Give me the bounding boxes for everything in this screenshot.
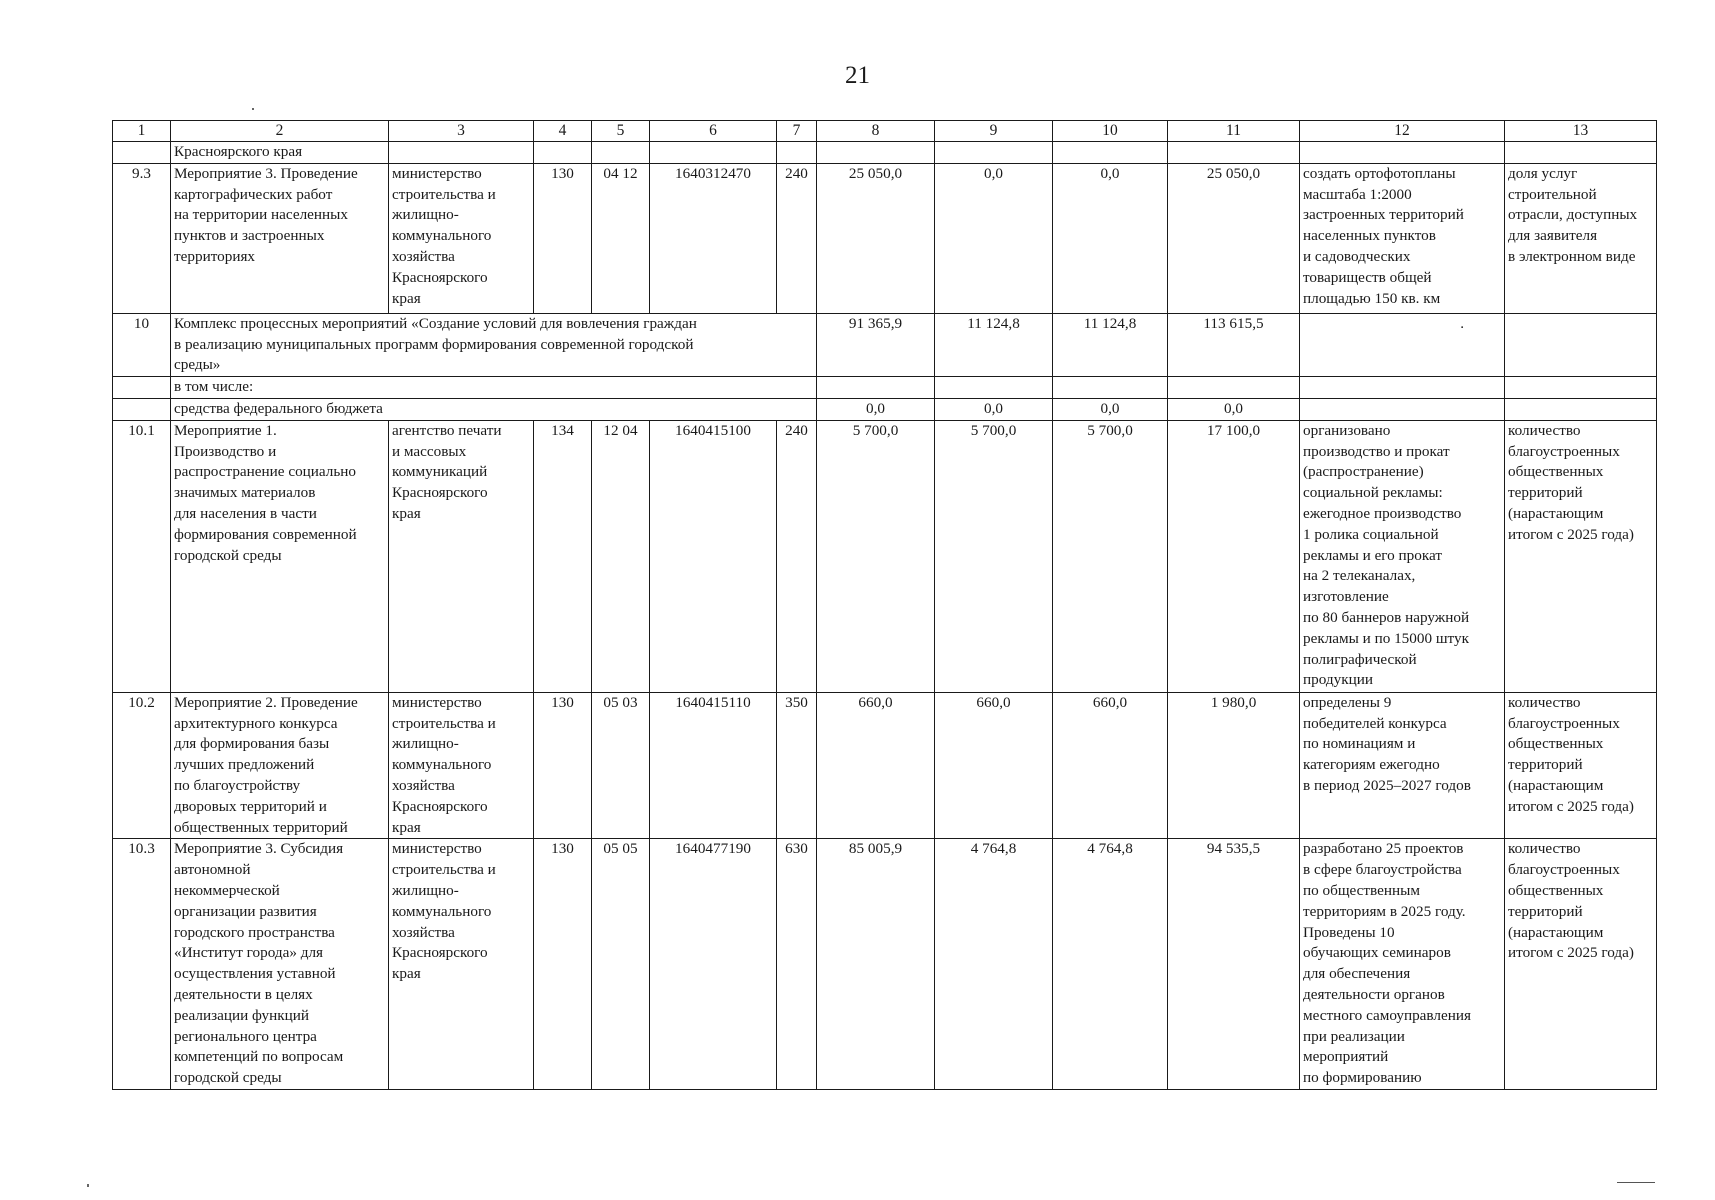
vr-code: 240 <box>777 420 817 692</box>
row-number: 9.3 <box>113 163 171 313</box>
activity-name: Мероприятие 1. Производство и распространение социально значимых материалов для населения в части формирования современной городской среды <box>171 420 389 692</box>
csr-code: 1640477190 <box>650 839 777 1090</box>
amount-total: 17 100,0 <box>1168 420 1300 692</box>
executor: агентство печати и массовых коммуникаций Красноярского края <box>389 420 534 692</box>
amount-year-2: 11 124,8 <box>935 313 1053 376</box>
column-number: 5 <box>592 121 650 142</box>
csr-code: 1640415110 <box>650 692 777 839</box>
executor: министерство строительства и жилищно- коммунального хозяйства Красноярского края <box>389 692 534 839</box>
rzpr-code: 05 03 <box>592 692 650 839</box>
indicator: доля услуг строительной отрасли, доступных для заявителя в электронном виде <box>1505 163 1657 313</box>
amount-year-1: 660,0 <box>817 692 935 839</box>
complex-name: Комплекс процессных мероприятий «Создание условий для вовлечения граждан в реализацию муниципальных программ формирования современной городской среды» <box>171 313 817 376</box>
amount-year-2: 0,0 <box>935 163 1053 313</box>
scan-artifact <box>252 108 254 110</box>
table-row <box>113 839 1657 1090</box>
column-number: 13 <box>1505 121 1657 142</box>
grbs-code: 134 <box>534 420 592 692</box>
activity-name: Мероприятие 2. Проведение архитектурного конкурса для формирования базы лучших предложений по благоустройству дворовых территорий и общественных территорий <box>171 692 389 839</box>
amount-year-1: 85 005,9 <box>817 839 935 1090</box>
table-row <box>113 692 1657 839</box>
column-number: 12 <box>1300 121 1505 142</box>
table-row <box>113 420 1657 692</box>
grbs-code: 130 <box>534 163 592 313</box>
program-activities-table <box>112 120 1657 1090</box>
rzpr-code: 05 05 <box>592 839 650 1090</box>
column-number: 11 <box>1168 121 1300 142</box>
amount-year-1: 91 365,9 <box>817 313 935 376</box>
executor: министерство строительства и жилищно- коммунального хозяйства Красноярского края <box>389 163 534 313</box>
csr-code: 1640312470 <box>650 163 777 313</box>
scan-artifact <box>87 1184 89 1187</box>
amount-year-3: 660,0 <box>1053 692 1168 839</box>
activity-name: Мероприятие 3. Субсидия автономной некоммерческой организации развития городского пространства «Институт города» для осуществления уставной деятельности в целях реализации функций регионального центра компетенций по вопросам городской среды <box>171 839 389 1090</box>
amount-year-3: 0,0 <box>1053 163 1168 313</box>
cell-text: Красноярского края <box>171 142 389 164</box>
amount-year-1: 25 050,0 <box>817 163 935 313</box>
column-number: 2 <box>171 121 389 142</box>
column-number: 4 <box>534 121 592 142</box>
rzpr-code: 04 12 <box>592 163 650 313</box>
table-row <box>113 163 1657 313</box>
funding-source-label: средства федерального бюджета <box>171 398 817 420</box>
page-footer-mark <box>1617 1182 1655 1183</box>
column-number: 3 <box>389 121 534 142</box>
amount-year-2: 0,0 <box>935 398 1053 420</box>
amount-year-3: 11 124,8 <box>1053 313 1168 376</box>
vr-code: 350 <box>777 692 817 839</box>
amount-year-2: 660,0 <box>935 692 1053 839</box>
amount-total: 1 980,0 <box>1168 692 1300 839</box>
indicator: количество благоустроенных общественных территорий (нарастающим итогом с 2025 года) <box>1505 420 1657 692</box>
amount-total: 94 535,5 <box>1168 839 1300 1090</box>
row-number: 10.3 <box>113 839 171 1090</box>
column-number: 7 <box>777 121 817 142</box>
expected-result: создать ортофотопланы масштаба 1:2000 застроенных территорий населенных пунктов и садоводческих товариществ общей площадью 150 кв. км <box>1300 163 1505 313</box>
expected-result: определены 9 победителей конкурса по номинациям и категориям ежегодно в период 2025–2027 годов <box>1300 692 1505 839</box>
column-number: 9 <box>935 121 1053 142</box>
expected-result: разработано 25 проектов в сфере благоустройства по общественным территориям в 2025 году. Проведены 10 обучающих семинаров для обеспечения деятельности органов местного самоуправления при реализации мероприятий по формированию <box>1300 839 1505 1090</box>
stray-mark: . <box>1300 313 1505 376</box>
amount-total: 0,0 <box>1168 398 1300 420</box>
subheader-row <box>113 377 1657 399</box>
row-number: 10.1 <box>113 420 171 692</box>
table-row <box>113 398 1657 420</box>
executor: министерство строительства и жилищно- коммунального хозяйства Красноярского края <box>389 839 534 1090</box>
grbs-code: 130 <box>534 839 592 1090</box>
amount-year-3: 0,0 <box>1053 398 1168 420</box>
row-number: 10 <box>113 313 171 376</box>
column-numbers-row <box>113 121 1657 142</box>
column-number: 10 <box>1053 121 1168 142</box>
activity-name: Мероприятие 3. Проведение картографических работ на территории населенных пунктов и застроенных территориях <box>171 163 389 313</box>
table-row <box>113 313 1657 376</box>
amount-year-3: 4 764,8 <box>1053 839 1168 1090</box>
indicator: количество благоустроенных общественных территорий (нарастающим итогом с 2025 года) <box>1505 839 1657 1090</box>
vr-code: 240 <box>777 163 817 313</box>
amount-year-2: 4 764,8 <box>935 839 1053 1090</box>
column-number: 8 <box>817 121 935 142</box>
amount-year-2: 5 700,0 <box>935 420 1053 692</box>
page-number: 21 <box>845 62 870 89</box>
grbs-code: 130 <box>534 692 592 839</box>
subheader-text: в том числе: <box>171 377 817 399</box>
continuation-row <box>113 142 1657 164</box>
amount-total: 25 050,0 <box>1168 163 1300 313</box>
amount-year-1: 5 700,0 <box>817 420 935 692</box>
expected-result: организовано производство и прокат (распространение) социальной рекламы: ежегодное производство 1 ролика социальной рекламы и его прокат на 2 телеканалах, изготовление по 80 баннеров наружной рекламы и по 15000 штук полиграфической продукции <box>1300 420 1505 692</box>
csr-code: 1640415100 <box>650 420 777 692</box>
column-number: 1 <box>113 121 171 142</box>
amount-year-1: 0,0 <box>817 398 935 420</box>
rzpr-code: 12 04 <box>592 420 650 692</box>
indicator: количество благоустроенных общественных территорий (нарастающим итогом с 2025 года) <box>1505 692 1657 839</box>
amount-total: 113 615,5 <box>1168 313 1300 376</box>
vr-code: 630 <box>777 839 817 1090</box>
row-number: 10.2 <box>113 692 171 839</box>
column-number: 6 <box>650 121 777 142</box>
amount-year-3: 5 700,0 <box>1053 420 1168 692</box>
